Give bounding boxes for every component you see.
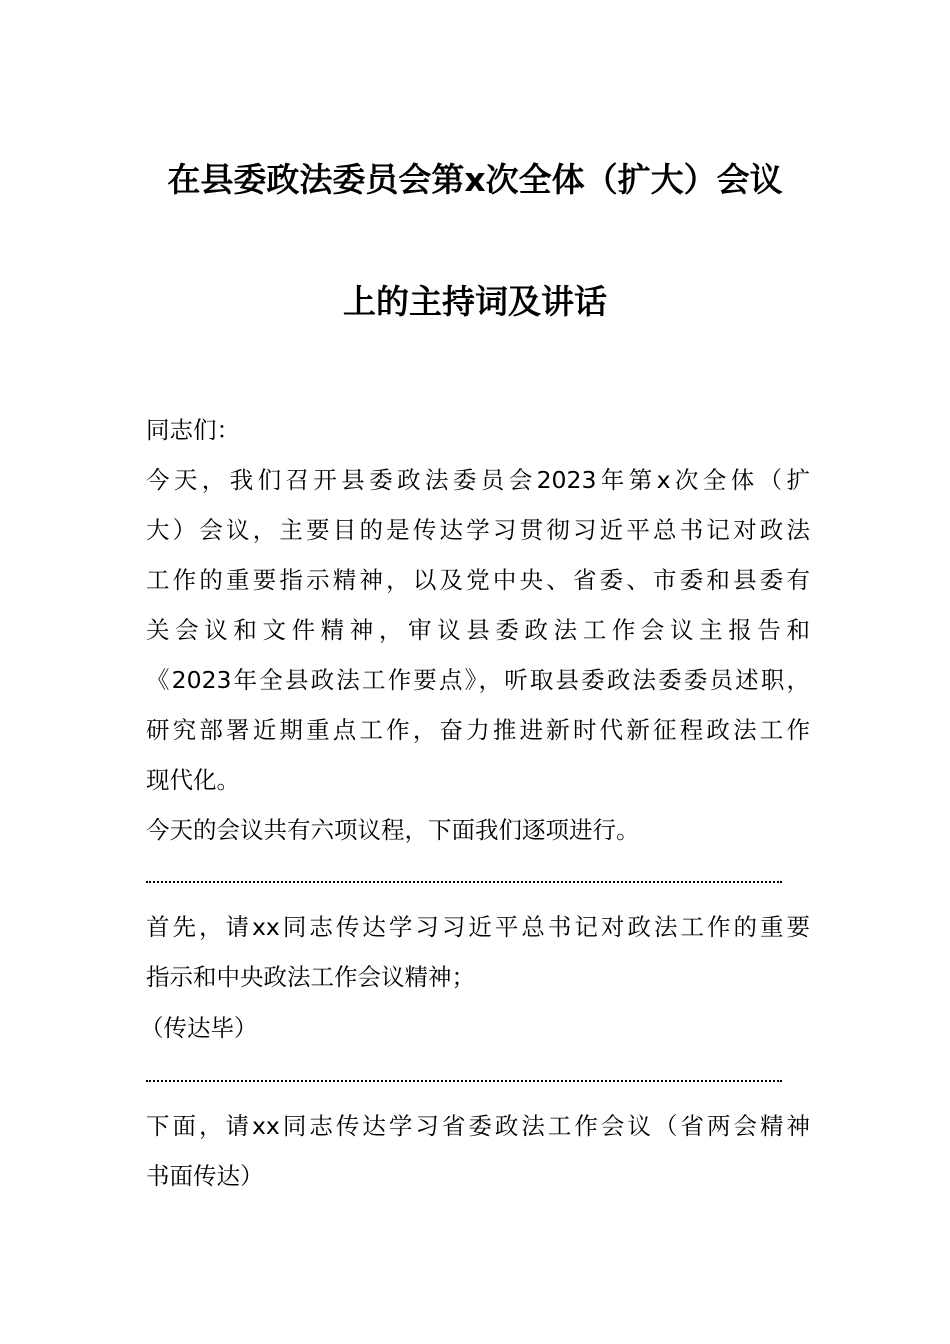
- intro-paragraph-line: 《2023年全县政法工作要点》，听取县委政法委委员述职，: [146, 666, 810, 694]
- intro-paragraph-line: 今天，我们召开县委政法委员会2023年第x次全体（扩: [146, 466, 810, 494]
- dotted-separator: [146, 881, 782, 883]
- intro-paragraph-line: 大）会议，主要目的是传达学习贯彻习近平总书记对政法: [146, 516, 810, 544]
- intro-paragraph-line: 关会议和文件精神，审议县委政法工作会议主报告和: [146, 616, 810, 644]
- agenda-item-2-line: 下面，请xx同志传达学习省委政法工作会议（省两会精神: [146, 1112, 810, 1140]
- agenda-item-1-line: 首先，请xx同志传达学习习近平总书记对政法工作的重要: [146, 913, 810, 941]
- salutation: 同志们：: [146, 416, 240, 444]
- agenda-item-2-line: 书面传达）: [146, 1162, 264, 1190]
- intro-paragraph-line: 现代化。: [146, 766, 240, 794]
- document-title-line-2: 上的主持词及讲话: [343, 282, 607, 321]
- dotted-separator: [146, 1080, 782, 1082]
- document-title-line-1: 在县委政法委员会第x次全体（扩大）会议: [167, 160, 783, 199]
- agenda-item-1-line: 指示和中央政法工作会议精神；: [146, 963, 475, 991]
- intro-paragraph-line: 工作的重要指示精神，以及党中央、省委、市委和县委有: [146, 566, 810, 594]
- agenda-item-1-done-note: （传达毕）: [140, 1014, 258, 1042]
- agenda-intro: 今天的会议共有六项议程，下面我们逐项进行。: [146, 816, 640, 844]
- intro-paragraph-line: 研究部署近期重点工作，奋力推进新时代新征程政法工作: [146, 716, 810, 744]
